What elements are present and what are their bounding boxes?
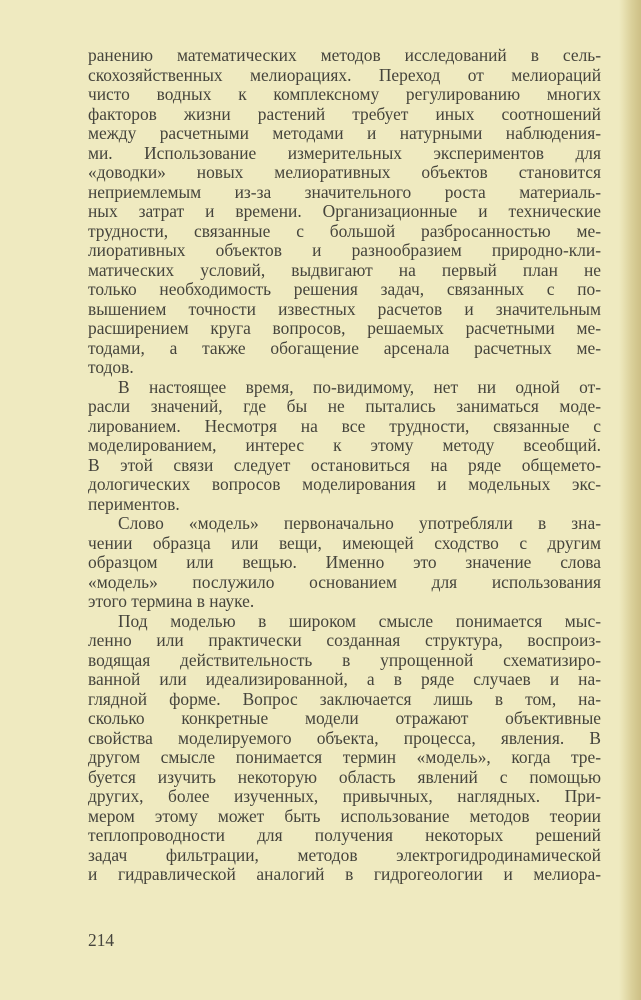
paragraph bbox=[88, 46, 601, 378]
text-line: чении образца или вещи, имеющей сходство с другим bbox=[88, 532, 601, 553]
page-edge-shadow bbox=[619, 0, 641, 1000]
text-line: моделированием, интерес к этому методу всеобщий. bbox=[88, 435, 601, 455]
text-line: теплопроводности для получения некоторых решений bbox=[88, 825, 601, 845]
text-line: между расчетными методами и натурными наблюдения- bbox=[88, 123, 601, 143]
text-line: этого термина в науке. bbox=[88, 591, 255, 611]
text-line: расширением круга вопросов, решаемых расчетными ме- bbox=[88, 318, 601, 338]
text-line: Слово «модель» первоначально употребляли в зна- bbox=[118, 513, 601, 533]
text-line: и гидравлической аналогий в гидрогеологии и мелиора- bbox=[88, 864, 601, 884]
text-line: Под моделью в широком смысле понимается мыс- bbox=[118, 610, 601, 631]
text-line: матических условий, выдвигают на первый план не bbox=[88, 259, 601, 280]
text-line: другом смысле понимается термин «модель», когда тре- bbox=[88, 747, 601, 767]
text-line: вышением точности известных расчетов и значительным bbox=[88, 298, 601, 319]
text-line: ленно или практически созданная структура, воспроиз- bbox=[88, 630, 601, 650]
text-line: дологических вопросов моделирования и модельных экс- bbox=[88, 474, 601, 494]
text-line: скохозяйственных мелиорациях. Переход от мелиораций bbox=[88, 64, 601, 85]
text-line: факторов жизни растений требует иных соотношений bbox=[88, 103, 601, 124]
text-line: водящая действительность в упрощенной схематизиро- bbox=[88, 649, 601, 670]
text-line: расли значений, где бы не пытались заниматься моде- bbox=[88, 396, 601, 416]
text-line: периментов. bbox=[88, 493, 180, 514]
text-line: чисто водных к комплексному регулированию многих bbox=[88, 84, 601, 104]
text-line: лиоративных объектов и разнообразием природно-кли- bbox=[88, 240, 601, 260]
text-line: трудности, связанные с большой разбросанностью ме- bbox=[88, 220, 601, 241]
text-line: сколько конкретные модели отражают объективные bbox=[88, 708, 601, 728]
text-line: тодов. bbox=[88, 357, 134, 377]
page-number: 214 bbox=[88, 930, 115, 950]
text-line: тодами, а также обогащение арсенала расчетных ме- bbox=[88, 337, 601, 358]
text-line: образцом или вещью. Именно это значение слова bbox=[88, 552, 601, 572]
paragraph bbox=[88, 612, 601, 885]
text-line: «модель» послужило основанием для использования bbox=[88, 571, 601, 592]
text-line: буется изучить некоторую область явлений с помощью bbox=[88, 766, 601, 787]
text-line: «доводки» новых мелиоративных объектов становится bbox=[88, 162, 601, 182]
text-line: других, более изученных, привычных, наглядных. При- bbox=[88, 786, 601, 806]
text-line: глядной форме. Вопрос заключается лишь в том, на- bbox=[88, 688, 601, 709]
text-line: задач фильтрации, методов электрогидродинамической bbox=[88, 844, 601, 865]
text-line: ми. Использование измерительных экспериментов для bbox=[88, 142, 601, 163]
body-text bbox=[88, 46, 601, 885]
text-line: ванной или идеализированной, а в ряде случаев и на- bbox=[88, 669, 601, 689]
text-line: неприемлемым из-за значительного роста материаль- bbox=[88, 181, 601, 202]
text-line: В этой связи следует остановиться на ряде общемето- bbox=[88, 454, 601, 475]
paragraph bbox=[88, 514, 601, 612]
text-line: только необходимость решения задач, связанных с по- bbox=[88, 279, 601, 299]
text-line: ранению математических методов исследований в сель- bbox=[88, 45, 601, 65]
text-line: свойства моделируемого объекта, процесса, явления. В bbox=[88, 727, 601, 748]
text-line: мером этому может быть использование методов теории bbox=[88, 805, 601, 826]
text-line: ных затрат и времени. Организационные и технические bbox=[88, 201, 601, 221]
text-line: В настоящее время, по-видимому, нет ни одной от- bbox=[118, 376, 601, 397]
text-line: лированием. Несмотря на все трудности, связанные с bbox=[88, 415, 601, 436]
paragraph bbox=[88, 378, 601, 515]
